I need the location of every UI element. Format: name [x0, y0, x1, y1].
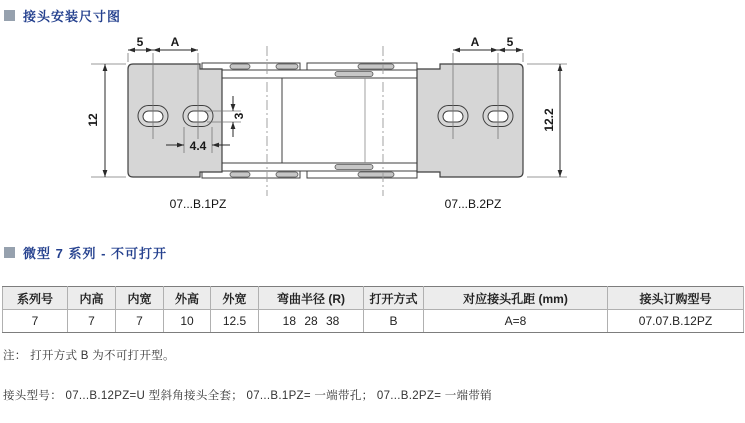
part-label-right: 07...B.2PZ [444, 197, 502, 211]
part-label-left: 07...B.1PZ [169, 197, 227, 211]
col-header-inner-h: 内高 [68, 287, 116, 310]
dim-label-4-4: 4.4 [189, 139, 207, 153]
table-value-row [3, 310, 744, 333]
series-spec-table [2, 286, 744, 333]
dim-label-A-left: A [170, 35, 180, 49]
cell-hole-pitch: A=8 [424, 310, 608, 333]
col-header-open-type: 打开方式 [364, 287, 424, 310]
col-header-series: 系列号 [3, 287, 68, 310]
cell-inner-h: 7 [68, 310, 116, 333]
dim-label-3: 3 [232, 112, 246, 120]
section-title-text: 微型 7 系列 - 不可打开 [23, 246, 168, 261]
col-header-order-no: 接头订购型号 [608, 287, 744, 310]
cell-open-type: B [364, 310, 424, 333]
dim-label-A-right: A [470, 35, 480, 49]
section-title-series7 [4, 243, 167, 262]
section-title-text: 接头安装尺寸图 [23, 9, 122, 24]
link1-window [222, 78, 282, 163]
col-header-outer-w: 外宽 [211, 287, 259, 310]
col-header-outer-h: 外高 [164, 287, 211, 310]
cell-order-no: 07.07.B.12PZ [608, 310, 744, 333]
dim-label-12: 12 [86, 113, 100, 127]
col-header-hole-pitch: 对应接头孔距 (mm) [424, 287, 608, 310]
dim-label-12-2: 12.2 [542, 108, 556, 132]
col-header-inner-w: 内宽 [116, 287, 164, 310]
dim-label-5-left: 5 [136, 35, 144, 49]
cell-series: 7 [3, 310, 68, 333]
note-open-type: 注： 打开方式 B 为不可打开型。 [3, 350, 175, 362]
dim-label-5-right: 5 [506, 35, 514, 49]
square-bullet-icon [4, 247, 15, 258]
cell-inner-w: 7 [116, 310, 164, 333]
table-header-row [3, 287, 744, 310]
note-connector-models: 接头型号： 07...B.12PZ=U 型斜角接头全套； 07...B.1PZ= 一端带孔； 07...B.2PZ= 一端带销 [3, 390, 492, 402]
col-header-bend-radius: 弯曲半径 (R) [259, 287, 364, 310]
cell-outer-w: 12.5 [211, 310, 259, 333]
cell-bend-radius: 18 28 38 [259, 310, 364, 333]
cell-outer-h: 10 [164, 310, 211, 333]
